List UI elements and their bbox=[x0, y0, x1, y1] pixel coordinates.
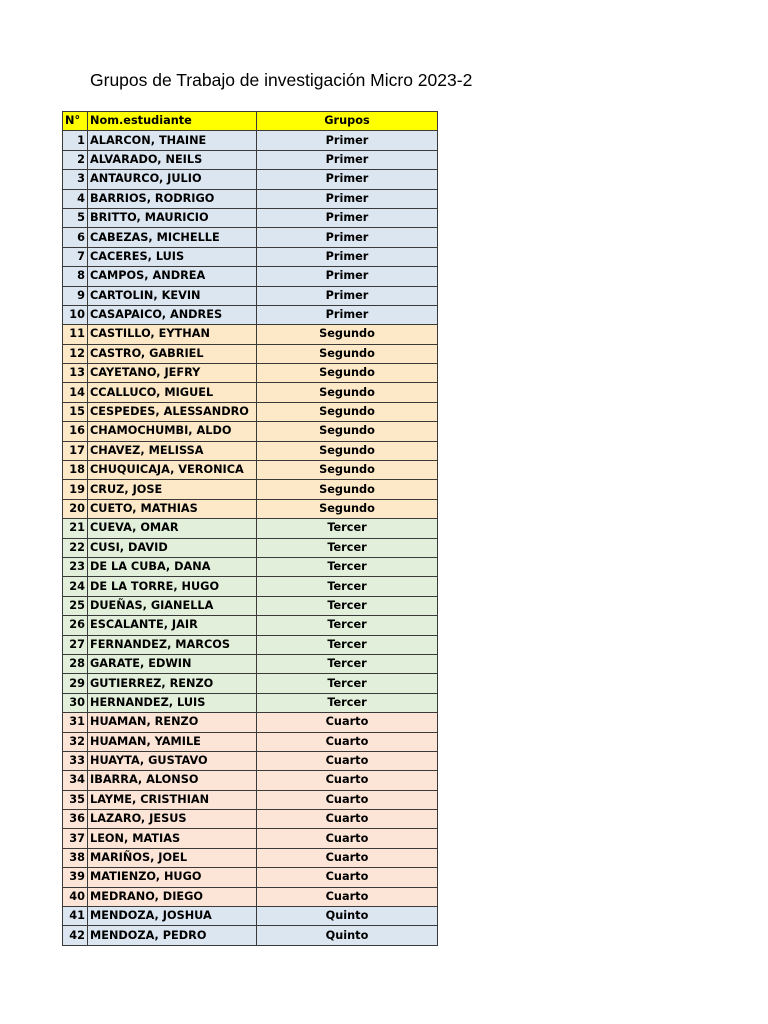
table-row bbox=[63, 150, 438, 169]
table-row bbox=[63, 228, 438, 247]
table-row bbox=[63, 383, 438, 402]
student-group: Tercer bbox=[257, 674, 438, 693]
row-number: 36 bbox=[63, 810, 88, 829]
row-number: 33 bbox=[63, 751, 88, 770]
student-group: Tercer bbox=[257, 596, 438, 615]
table-row bbox=[63, 247, 438, 266]
table-row bbox=[63, 267, 438, 286]
row-number: 2 bbox=[63, 150, 88, 169]
student-group: Primer bbox=[257, 247, 438, 266]
student-group: Cuarto bbox=[257, 751, 438, 770]
row-number: 22 bbox=[63, 538, 88, 557]
student-name: ANTAURCO, JULIO bbox=[88, 170, 257, 189]
table-row bbox=[63, 286, 438, 305]
table-row bbox=[63, 499, 438, 518]
table-row bbox=[63, 732, 438, 751]
table-row bbox=[63, 577, 438, 596]
student-group: Quinto bbox=[257, 907, 438, 926]
student-group: Primer bbox=[257, 208, 438, 227]
student-group: Cuarto bbox=[257, 829, 438, 848]
row-number: 16 bbox=[63, 422, 88, 441]
student-group: Primer bbox=[257, 150, 438, 169]
table-row bbox=[63, 887, 438, 906]
page-title: Grupos de Trabajo de investigación Micro 2023-2 bbox=[90, 70, 473, 90]
student-group: Segundo bbox=[257, 325, 438, 344]
student-group: Primer bbox=[257, 170, 438, 189]
student-group: Segundo bbox=[257, 499, 438, 518]
student-group: Cuarto bbox=[257, 848, 438, 867]
student-name: LAZARO, JESUS bbox=[88, 810, 257, 829]
row-number: 35 bbox=[63, 790, 88, 809]
student-group: Primer bbox=[257, 189, 438, 208]
student-name: CARTOLIN, KEVIN bbox=[88, 286, 257, 305]
student-name: BRITTO, MAURICIO bbox=[88, 208, 257, 227]
column-header-student-name: Nom.estudiante bbox=[88, 112, 257, 131]
row-number: 26 bbox=[63, 616, 88, 635]
row-number: 25 bbox=[63, 596, 88, 615]
student-group: Tercer bbox=[257, 693, 438, 712]
table-row bbox=[63, 402, 438, 421]
row-number: 17 bbox=[63, 441, 88, 460]
student-group: Primer bbox=[257, 267, 438, 286]
student-name: MARIÑOS, JOEL bbox=[88, 848, 257, 867]
row-number: 34 bbox=[63, 771, 88, 790]
row-number: 27 bbox=[63, 635, 88, 654]
student-name: CASAPAICO, ANDRES bbox=[88, 305, 257, 324]
row-number: 38 bbox=[63, 848, 88, 867]
student-name: HERNANDEZ, LUIS bbox=[88, 693, 257, 712]
student-group: Segundo bbox=[257, 383, 438, 402]
student-group: Cuarto bbox=[257, 771, 438, 790]
table-header-row bbox=[63, 112, 438, 131]
student-group: Cuarto bbox=[257, 810, 438, 829]
student-group: Primer bbox=[257, 305, 438, 324]
student-group: Tercer bbox=[257, 519, 438, 538]
student-group: Cuarto bbox=[257, 887, 438, 906]
table-row bbox=[63, 519, 438, 538]
student-name: HUAYTA, GUSTAVO bbox=[88, 751, 257, 770]
student-name: BARRIOS, RODRIGO bbox=[88, 189, 257, 208]
row-number: 23 bbox=[63, 557, 88, 576]
student-group: Cuarto bbox=[257, 868, 438, 887]
row-number: 31 bbox=[63, 713, 88, 732]
row-number: 4 bbox=[63, 189, 88, 208]
student-name: CESPEDES, ALESSANDRO bbox=[88, 402, 257, 421]
student-name: HUAMAN, YAMILE bbox=[88, 732, 257, 751]
row-number: 40 bbox=[63, 887, 88, 906]
row-number: 24 bbox=[63, 577, 88, 596]
student-name: CUSI, DAVID bbox=[88, 538, 257, 557]
table-row bbox=[63, 422, 438, 441]
table-row bbox=[63, 325, 438, 344]
student-groups-table bbox=[62, 111, 438, 946]
table-row bbox=[63, 868, 438, 887]
table-body bbox=[63, 131, 438, 945]
student-name: CAMPOS, ANDREA bbox=[88, 267, 257, 286]
table-row bbox=[63, 364, 438, 383]
table-row bbox=[63, 848, 438, 867]
student-name: HUAMAN, RENZO bbox=[88, 713, 257, 732]
row-number: 30 bbox=[63, 693, 88, 712]
student-name: MATIENZO, HUGO bbox=[88, 868, 257, 887]
student-group: Segundo bbox=[257, 402, 438, 421]
table-row bbox=[63, 790, 438, 809]
student-group: Segundo bbox=[257, 461, 438, 480]
row-number: 29 bbox=[63, 674, 88, 693]
table-row bbox=[63, 344, 438, 363]
row-number: 12 bbox=[63, 344, 88, 363]
student-name: CUEVA, OMAR bbox=[88, 519, 257, 538]
row-number: 42 bbox=[63, 926, 88, 945]
student-group: Tercer bbox=[257, 654, 438, 673]
table-row bbox=[63, 441, 438, 460]
table-row bbox=[63, 810, 438, 829]
row-number: 19 bbox=[63, 480, 88, 499]
student-group: Cuarto bbox=[257, 790, 438, 809]
row-number: 20 bbox=[63, 499, 88, 518]
row-number: 10 bbox=[63, 305, 88, 324]
table-row bbox=[63, 926, 438, 945]
row-number: 7 bbox=[63, 247, 88, 266]
student-group: Primer bbox=[257, 228, 438, 247]
table-row bbox=[63, 635, 438, 654]
student-name: LAYME, CRISTHIAN bbox=[88, 790, 257, 809]
student-group: Cuarto bbox=[257, 713, 438, 732]
row-number: 3 bbox=[63, 170, 88, 189]
student-name: CHUQUICAJA, VERONICA bbox=[88, 461, 257, 480]
student-name: CCALLUCO, MIGUEL bbox=[88, 383, 257, 402]
row-number: 15 bbox=[63, 402, 88, 421]
student-name: ESCALANTE, JAIR bbox=[88, 616, 257, 635]
student-name: DUEÑAS, GIANELLA bbox=[88, 596, 257, 615]
student-name: MENDOZA, PEDRO bbox=[88, 926, 257, 945]
student-group: Primer bbox=[257, 131, 438, 150]
student-name: CAYETANO, JEFRY bbox=[88, 364, 257, 383]
table-row bbox=[63, 907, 438, 926]
column-header-group: Grupos bbox=[257, 112, 438, 131]
table-row bbox=[63, 654, 438, 673]
row-number: 8 bbox=[63, 267, 88, 286]
table-row bbox=[63, 461, 438, 480]
table-row bbox=[63, 829, 438, 848]
table-row bbox=[63, 596, 438, 615]
table-row bbox=[63, 131, 438, 150]
student-name: CASTRO, GABRIEL bbox=[88, 344, 257, 363]
student-name: DE LA TORRE, HUGO bbox=[88, 577, 257, 596]
row-number: 18 bbox=[63, 461, 88, 480]
row-number: 39 bbox=[63, 868, 88, 887]
row-number: 32 bbox=[63, 732, 88, 751]
column-header-number: N° bbox=[63, 112, 88, 131]
student-group: Segundo bbox=[257, 344, 438, 363]
table-row bbox=[63, 538, 438, 557]
table-row bbox=[63, 480, 438, 499]
table-row bbox=[63, 189, 438, 208]
student-group: Segundo bbox=[257, 422, 438, 441]
row-number: 5 bbox=[63, 208, 88, 227]
student-name: GARATE, EDWIN bbox=[88, 654, 257, 673]
table-row bbox=[63, 616, 438, 635]
row-number: 41 bbox=[63, 907, 88, 926]
student-group: Segundo bbox=[257, 364, 438, 383]
table-row bbox=[63, 751, 438, 770]
student-group: Segundo bbox=[257, 441, 438, 460]
student-name: MENDOZA, JOSHUA bbox=[88, 907, 257, 926]
student-name: CHAVEZ, MELISSA bbox=[88, 441, 257, 460]
student-name: IBARRA, ALONSO bbox=[88, 771, 257, 790]
student-group: Tercer bbox=[257, 557, 438, 576]
row-number: 14 bbox=[63, 383, 88, 402]
table-row bbox=[63, 557, 438, 576]
student-name: CRUZ, JOSE bbox=[88, 480, 257, 499]
table-row bbox=[63, 305, 438, 324]
student-name: CHAMOCHUMBI, ALDO bbox=[88, 422, 257, 441]
table-row bbox=[63, 208, 438, 227]
student-group: Tercer bbox=[257, 616, 438, 635]
student-name: CUETO, MATHIAS bbox=[88, 499, 257, 518]
student-group: Primer bbox=[257, 286, 438, 305]
table-row bbox=[63, 771, 438, 790]
student-group: Tercer bbox=[257, 577, 438, 596]
student-group: Tercer bbox=[257, 635, 438, 654]
student-name: GUTIERREZ, RENZO bbox=[88, 674, 257, 693]
row-number: 13 bbox=[63, 364, 88, 383]
student-name: CABEZAS, MICHELLE bbox=[88, 228, 257, 247]
row-number: 37 bbox=[63, 829, 88, 848]
student-group: Quinto bbox=[257, 926, 438, 945]
row-number: 21 bbox=[63, 519, 88, 538]
row-number: 1 bbox=[63, 131, 88, 150]
student-group: Cuarto bbox=[257, 732, 438, 751]
student-group: Segundo bbox=[257, 480, 438, 499]
row-number: 28 bbox=[63, 654, 88, 673]
student-group: Tercer bbox=[257, 538, 438, 557]
student-name: DE LA CUBA, DANA bbox=[88, 557, 257, 576]
table-row bbox=[63, 674, 438, 693]
table-row bbox=[63, 170, 438, 189]
student-name: CACERES, LUIS bbox=[88, 247, 257, 266]
student-name: ALARCON, THAINE bbox=[88, 131, 257, 150]
student-name: LEON, MATIAS bbox=[88, 829, 257, 848]
student-name: ALVARADO, NEILS bbox=[88, 150, 257, 169]
row-number: 11 bbox=[63, 325, 88, 344]
row-number: 6 bbox=[63, 228, 88, 247]
table-row bbox=[63, 693, 438, 712]
student-name: CASTILLO, EYTHAN bbox=[88, 325, 257, 344]
student-name: FERNANDEZ, MARCOS bbox=[88, 635, 257, 654]
student-name: MEDRANO, DIEGO bbox=[88, 887, 257, 906]
table-row bbox=[63, 713, 438, 732]
row-number: 9 bbox=[63, 286, 88, 305]
